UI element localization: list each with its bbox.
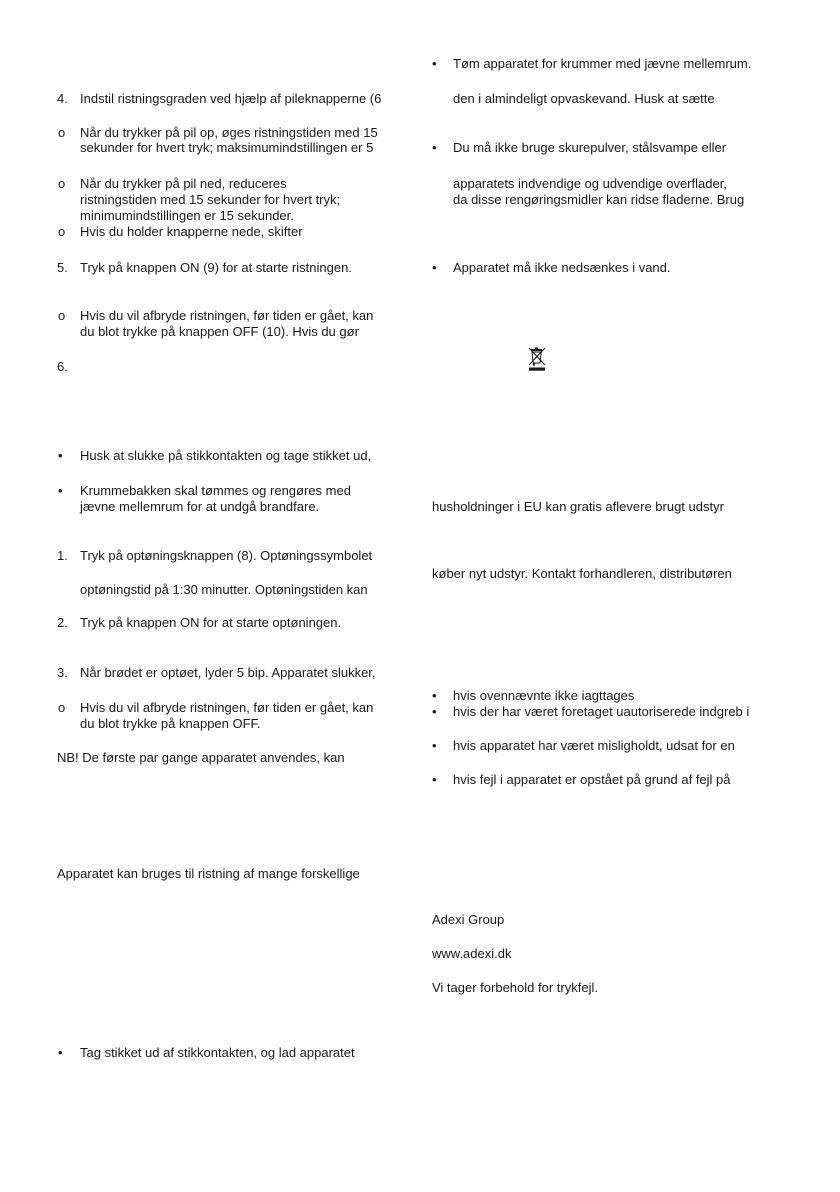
paragraph-text: den i almindeligt opvaskevand. Husk at sætte <box>453 91 715 106</box>
bullet-marker: • <box>432 704 437 719</box>
step-number: 4. <box>57 91 68 106</box>
bullet-marker: • <box>432 688 437 703</box>
paragraph-text: køber nyt udstyr. Kontakt forhandleren, distributøren <box>432 566 732 581</box>
bullet-marker: • <box>432 140 437 155</box>
note-paragraph: NB! De første par gange apparatet anvendes, kan <box>57 750 345 765</box>
warranty-item: hvis apparatet har været misligholdt, udsat for en <box>453 738 735 753</box>
sub-bullet-text: du blot trykke på knappen OFF (10). Hvis du gør <box>80 324 359 339</box>
bullet-text: Tøm apparatet for krummer med jævne mellemrum. <box>453 56 752 71</box>
bullet-marker: • <box>432 260 437 275</box>
sub-bullet-marker: o <box>58 176 66 191</box>
step-text: Tryk på optøningsknappen (8). Optøningssymbolet <box>80 548 373 563</box>
bullet-marker: • <box>58 448 63 463</box>
step-number: 1. <box>57 548 68 563</box>
bullet-text: Du må ikke bruge skurepulver, stålsvampe eller <box>453 140 727 155</box>
sub-bullet-text: du blot trykke på knappen OFF. <box>80 716 261 731</box>
bullet-text: da disse rengøringsmidler kan ridse fladerne. Brug <box>453 192 745 207</box>
warranty-item: hvis fejl i apparatet er opstået på grund af fejl på <box>453 772 731 787</box>
sub-bullet-marker: o <box>58 125 66 140</box>
sub-bullet-text: Hvis du vil afbryde ristningen, før tiden er gået, kan <box>80 700 374 715</box>
bullet-marker: • <box>432 772 437 787</box>
step-text: optøningstid på 1:30 minutter. Optøningstiden kan <box>80 582 368 597</box>
sub-bullet-text: Når du trykker på pil op, øges ristningstiden med 15 <box>80 125 378 140</box>
bullet-text: apparatets indvendige og udvendige overflader, <box>453 176 727 191</box>
step-number: 5. <box>57 260 68 275</box>
sub-bullet-marker: o <box>58 308 66 323</box>
step-number: 2. <box>57 615 68 630</box>
bullet-marker: • <box>432 738 437 753</box>
bullet-marker: • <box>58 483 63 498</box>
sub-bullet-text: ristningstiden med 15 sekunder for hvert tryk; <box>80 192 341 207</box>
bullet-marker: • <box>58 1045 63 1060</box>
usage-paragraph: Apparatet kan bruges til ristning af mange forskellige <box>57 866 360 881</box>
step-text: Tryk på knappen ON for at starte optøningen. <box>80 615 342 630</box>
bullet-marker: • <box>432 56 437 71</box>
company-name: Adexi Group <box>432 912 505 927</box>
sub-bullet-text: Hvis du holder knapperne nede, skifter <box>80 224 303 239</box>
sub-bullet-marker: o <box>58 224 66 239</box>
bullet-text: Tag stikket ud af stikkontakten, og lad apparatet <box>80 1045 355 1060</box>
step-number: 3. <box>57 665 68 680</box>
website-link[interactable]: www.adexi.dk <box>432 946 512 961</box>
step-number: 6. <box>57 359 68 374</box>
bullet-text: Krummebakken skal tømmes og rengøres med <box>80 483 351 498</box>
step-text: Når brødet er optøet, lyder 5 bip. Apparatet slukker, <box>80 665 376 680</box>
sub-bullet-text: minimumindstillingen er 15 sekunder. <box>80 208 294 223</box>
sub-bullet-text: sekunder for hvert tryk; maksimumindstillingen er 5 <box>80 140 374 155</box>
bullet-text: Apparatet må ikke nedsænkes i vand. <box>453 260 671 275</box>
crossed-out-wheelie-bin-icon <box>526 346 548 372</box>
sub-bullet-text: Hvis du vil afbryde ristningen, før tiden er gået, kan <box>80 308 374 323</box>
sub-bullet-text: Når du trykker på pil ned, reduceres <box>80 176 287 191</box>
paragraph-text: husholdninger i EU kan gratis aflevere brugt udstyr <box>432 499 724 514</box>
step-text: Tryk på knappen ON (9) for at starte ristningen. <box>80 260 352 275</box>
step-text: Indstil ristningsgraden ved hjælp af pileknapperne (6 <box>80 91 382 106</box>
sub-bullet-marker: o <box>58 700 66 715</box>
bullet-text: Husk at slukke på stikkontakten og tage stikket ud, <box>80 448 372 463</box>
disclaimer-text: Vi tager forbehold for trykfejl. <box>432 980 598 995</box>
bullet-text: jævne mellemrum for at undgå brandfare. <box>80 499 320 514</box>
warranty-item: hvis der har været foretaget uautoriserede indgreb i <box>453 704 750 719</box>
warranty-item: hvis ovennævnte ikke iagttages <box>453 688 635 703</box>
